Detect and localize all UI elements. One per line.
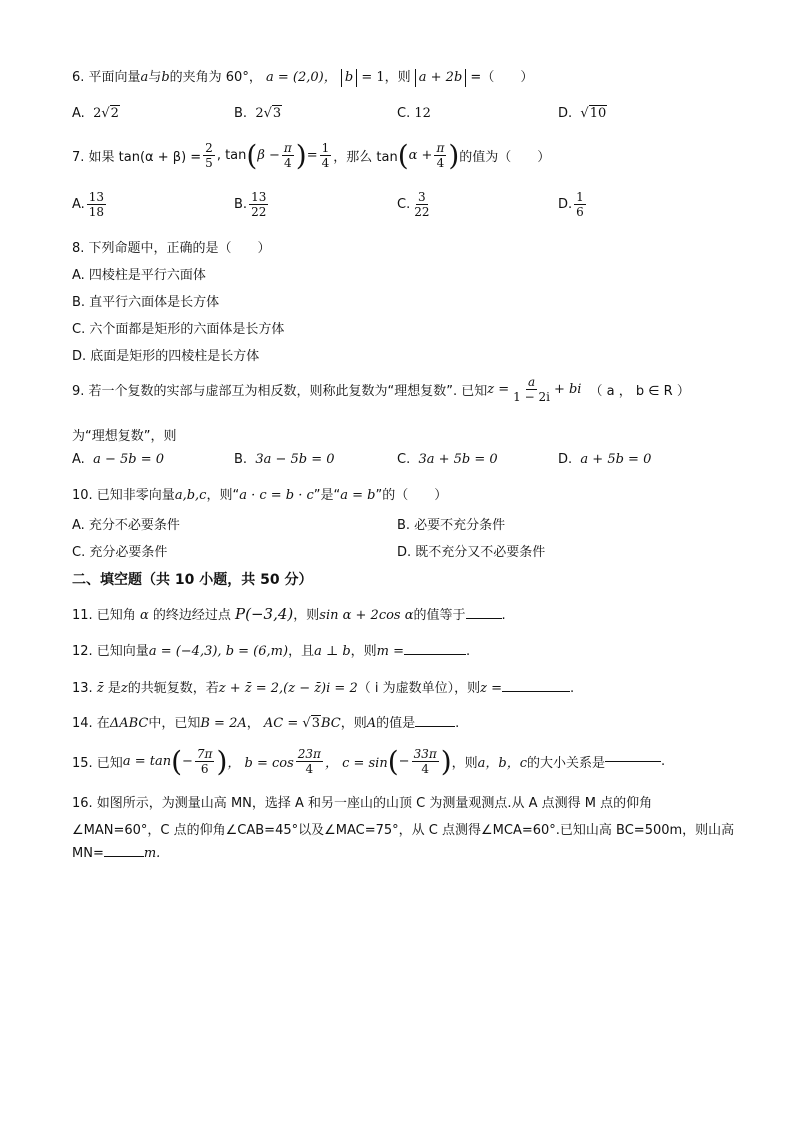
- q16-line-2: ∠MAN=60°，C 点的仰角∠CAB=45°以及∠MAC=75°，从 C 点测得∠MCA=60°.已知山高 BC=500m，则山高: [72, 823, 735, 838]
- q6-eq1: = 1，则: [361, 70, 411, 85]
- q12-text-b: ，且: [288, 644, 315, 659]
- q6-answer-paren: =（ ）: [470, 70, 534, 85]
- q11-answer-blank[interactable]: [466, 618, 502, 619]
- q9-text-c: （ a ， b ∈ R ）: [589, 384, 690, 399]
- q6-b-abs: [341, 69, 357, 87]
- q15-text-a: 15. 已知: [72, 755, 123, 771]
- q9-option-d: [558, 452, 651, 467]
- left-paren: (: [387, 744, 399, 778]
- q14-cond2a: AC =: [263, 716, 299, 731]
- q15-neg: −: [398, 753, 410, 769]
- q6-option-a-value: 2√2: [93, 106, 119, 121]
- left-paren: (: [246, 138, 258, 172]
- frac-den: 22: [414, 205, 430, 219]
- option-frac: [412, 190, 431, 219]
- q15-a-eq: a = tan: [122, 753, 172, 769]
- q7-frac-pi-4-b: [434, 141, 446, 170]
- q13-text-a: 13.: [72, 681, 93, 696]
- q8-stem: 8. 下列命题中，正确的是（ ）: [72, 241, 271, 256]
- frac-den: 4: [436, 155, 445, 170]
- q12-end: .: [466, 644, 471, 659]
- q6-vec-b: b: [161, 70, 170, 85]
- q14-triangle: ΔABC: [109, 716, 149, 731]
- q7-text-a: 7. 如果 tan(α + β) =: [72, 149, 202, 165]
- option-label: B.: [234, 452, 248, 467]
- section-heading: 二、填空题（共 10 小题，共 50 分）: [72, 572, 313, 588]
- q12-answer-blank[interactable]: [404, 654, 466, 655]
- frac-den: 18: [88, 205, 105, 219]
- q14-stem: [72, 712, 459, 731]
- q9-stem-2: 为“理想复数”，则: [72, 429, 177, 444]
- right-paren: ): [440, 744, 452, 778]
- q6-option-d: [558, 106, 607, 121]
- frac-num: π: [283, 140, 292, 155]
- option-label: B.: [234, 197, 248, 212]
- option-label: C.: [397, 452, 411, 467]
- q10-option-b: B. 必要不充分条件: [397, 518, 506, 533]
- option-label: C.: [397, 197, 411, 212]
- q10-option-a: A. 充分不必要条件: [72, 518, 180, 533]
- option-frac: [87, 190, 106, 219]
- q7-eq: =: [306, 147, 318, 163]
- q12-m-eq: m =: [376, 644, 405, 659]
- q11-expr: sin α + 2cos α: [319, 608, 414, 623]
- frac-num: 33π: [413, 746, 437, 761]
- q11-text-d: 的值等于: [413, 608, 466, 623]
- q6-sum-abs: [415, 69, 467, 87]
- q15-b-eq: ， b = cos: [227, 755, 294, 771]
- q15-text-b: ，则: [451, 755, 478, 771]
- q12-stem: [72, 640, 470, 659]
- q10-option-d: D. 既不充分又不必要条件: [397, 545, 546, 560]
- q11-text-b: 的终边经过点: [152, 608, 231, 623]
- frac-den: 4: [321, 155, 330, 170]
- q15-text-c: 的大小关系是: [527, 755, 606, 771]
- q10-stem: [72, 484, 447, 503]
- q14-text-c: ，则: [340, 716, 367, 731]
- q7-option-b: [234, 190, 270, 219]
- q9-option-b: [234, 452, 335, 467]
- q7-text-d: 的值为（ ）: [459, 149, 551, 165]
- q13-answer-blank[interactable]: [502, 691, 570, 692]
- coef: 2: [93, 106, 102, 121]
- q9-z-eq: z =: [487, 382, 510, 397]
- q10-vectors: a,b,c: [174, 488, 207, 503]
- q13-stem: [72, 677, 574, 696]
- frac-num: 3: [418, 190, 426, 204]
- option-label: A.: [72, 452, 85, 467]
- frac-den: 4: [421, 761, 429, 776]
- q13-is: 是: [107, 681, 121, 696]
- q15-answer-blank[interactable]: [605, 761, 661, 762]
- q16-unit: m.: [143, 846, 161, 861]
- right-paren: ): [295, 138, 307, 172]
- q13-z: z: [120, 681, 128, 696]
- q11-point: P(−3,4): [235, 605, 294, 623]
- q7-stem: [72, 134, 550, 176]
- q6-text-a: 6. 平面向量: [72, 70, 141, 85]
- q13-text-c: （ i 为虚数单位），则: [357, 681, 481, 696]
- frac-num: π: [436, 140, 445, 155]
- q14-text-d: 的值是: [376, 716, 416, 731]
- option-label: D.: [558, 197, 573, 212]
- q12-text-c: ，则: [350, 644, 377, 659]
- q9-text-b: + bi: [553, 382, 582, 397]
- q6-option-c: [397, 106, 431, 121]
- q15-c-eq: ， c = sin: [324, 755, 388, 771]
- q7-frac-1-4: [320, 141, 332, 170]
- coef: 2: [255, 106, 264, 121]
- left-paren: (: [397, 138, 409, 172]
- frac-den: 6: [576, 205, 584, 219]
- q15-neg: −: [182, 753, 193, 769]
- q8-option-a: A. 四棱柱是平行六面体: [72, 268, 206, 283]
- frac-den: 22: [251, 205, 267, 219]
- q12-vectors: a = (−4,3), b = (6,m): [148, 644, 289, 659]
- q11-end: .: [501, 608, 506, 623]
- q14-sqrt: √3: [302, 716, 320, 731]
- q14-cond2c: BC: [320, 716, 341, 731]
- q14-end: .: [455, 716, 460, 731]
- left-paren: (: [171, 744, 183, 778]
- q12-perp: a ⊥ b: [314, 644, 351, 659]
- q10-text-b: ，则“: [206, 488, 240, 503]
- q6-stem: [72, 66, 533, 87]
- q15-stem: [72, 741, 665, 781]
- radicand: 3: [272, 106, 282, 121]
- q7-frac-pi-4-a: [282, 141, 294, 170]
- q13-z-eq: z =: [480, 681, 502, 696]
- q7-option-c: [397, 190, 434, 219]
- right-paren: ): [448, 138, 460, 172]
- q7-inner-2: α +: [408, 147, 433, 163]
- q14-text-b: 中，已知: [148, 716, 201, 731]
- option-label: D.: [558, 106, 573, 121]
- q14-angle-a: A: [366, 716, 377, 731]
- q10-cond2: a = b: [340, 488, 376, 503]
- option-value: a + 5b = 0: [580, 452, 652, 467]
- frac-den: 4: [305, 761, 314, 776]
- option-value: 3a − 5b = 0: [255, 452, 335, 467]
- q6-text-b: 的夹角为 60°，: [169, 70, 262, 85]
- frac-num: 13: [251, 190, 267, 204]
- q11-text-a: 11. 已知角: [72, 608, 136, 623]
- q14-answer-blank[interactable]: [415, 726, 455, 727]
- q9-stem: [72, 375, 690, 404]
- option-value: 3a + 5b = 0: [418, 452, 498, 467]
- radicand: 10: [589, 106, 607, 121]
- frac-den: 1 − 2i: [513, 390, 550, 404]
- q11-stem: [72, 604, 506, 623]
- q6-option-a: [72, 106, 120, 121]
- radicand: 3: [311, 716, 320, 731]
- q6-option-b: [234, 106, 282, 121]
- q13-text-b: 的共轭复数，若: [127, 681, 219, 696]
- option-label: A.: [72, 106, 85, 121]
- q9-option-c: [397, 452, 498, 467]
- frac-num: 1: [321, 140, 330, 155]
- q13-end: .: [570, 681, 575, 696]
- frac-num: 1: [576, 190, 584, 204]
- q15-frac-1: [195, 747, 215, 776]
- q15-end: .: [661, 753, 666, 769]
- q6-vec-a: a: [140, 70, 149, 85]
- q10-cond1: a · c = b · c: [239, 488, 314, 503]
- q6-text-yu: 与: [148, 70, 162, 85]
- q7-inner-1: β −: [257, 147, 280, 163]
- option-label: C.: [397, 106, 411, 121]
- q11-text-c: ，则: [293, 608, 320, 623]
- q10-text-c: ”是“: [313, 488, 341, 503]
- q13-zbar: z̄: [96, 681, 104, 696]
- q7-frac-2-5: [203, 141, 215, 170]
- q8-option-c: C. 六个面都是矩形的六面体是长方体: [72, 322, 285, 337]
- right-paren: ): [216, 744, 228, 778]
- q6-option-b-value: 2√3: [255, 106, 282, 121]
- option-frac: [574, 190, 586, 219]
- option-frac: [249, 190, 268, 219]
- q12-text-a: 12. 已知向量: [72, 644, 149, 659]
- q16-line-3: [72, 846, 160, 861]
- q6-option-c-value: 12: [414, 106, 431, 121]
- frac-num: 23π: [297, 746, 321, 761]
- radicand: 2: [110, 106, 119, 121]
- frac-num: 2: [205, 140, 213, 155]
- q9-text-a: 9. 若一个复数的实部与虚部互为相反数，则称此复数为“理想复数”. 已知: [72, 384, 488, 399]
- q6-option-d-value: √10: [580, 106, 607, 121]
- q14-sep: ，: [246, 716, 260, 731]
- option-value: a − 5b = 0: [93, 452, 164, 467]
- q9-frac: [511, 375, 552, 404]
- frac-num: 13: [88, 190, 105, 204]
- q15-frac-3: [412, 747, 439, 776]
- q10-text-a: 10. 已知非零向量: [72, 488, 175, 503]
- q7-option-a: [72, 190, 108, 219]
- q9-option-a: [72, 452, 164, 467]
- q15-frac-2: [296, 747, 323, 776]
- frac-den: 5: [205, 155, 213, 170]
- frac-den: 6: [200, 761, 209, 776]
- option-label: D.: [558, 452, 573, 467]
- q6-a-eq: a = (2,0)，: [265, 70, 337, 85]
- q11-alpha: α: [139, 608, 149, 623]
- q16-answer-blank[interactable]: [104, 856, 144, 857]
- option-label: B.: [234, 106, 248, 121]
- q7-option-d: [558, 190, 588, 219]
- q6-b-abs-text: b: [344, 69, 354, 85]
- q16-mn-eq: MN=: [72, 846, 104, 861]
- frac-num: a: [527, 375, 536, 389]
- q10-option-c: C. 充分必要条件: [72, 545, 168, 560]
- frac-num: 7π: [196, 746, 213, 761]
- q14-cond: B = 2A: [200, 716, 247, 731]
- q13-cond: z + z̄ = 2,(z − z̄)i = 2: [218, 681, 358, 696]
- q7-text-c: ，那么 tan: [333, 149, 398, 165]
- frac-den: 4: [284, 155, 292, 170]
- q14-text-a: 14. 在: [72, 716, 110, 731]
- q15-abc: a，b，c: [477, 755, 528, 771]
- q8-option-d: D. 底面是矩形的四棱柱是长方体: [72, 349, 260, 364]
- q16-line-1: 16. 如图所示，为测量山高 MN，选择 A 和另一座山的山顶 C 为测量观测点.从 A 点测得 M 点的仰角: [72, 796, 653, 811]
- q6-sum-text: a + 2b: [418, 69, 463, 85]
- q8-option-b: B. 直平行六面体是长方体: [72, 295, 220, 310]
- option-label: A.: [72, 197, 85, 212]
- q10-text-d: ”的（ ）: [375, 488, 448, 503]
- q7-text-b: , tan: [216, 147, 247, 163]
